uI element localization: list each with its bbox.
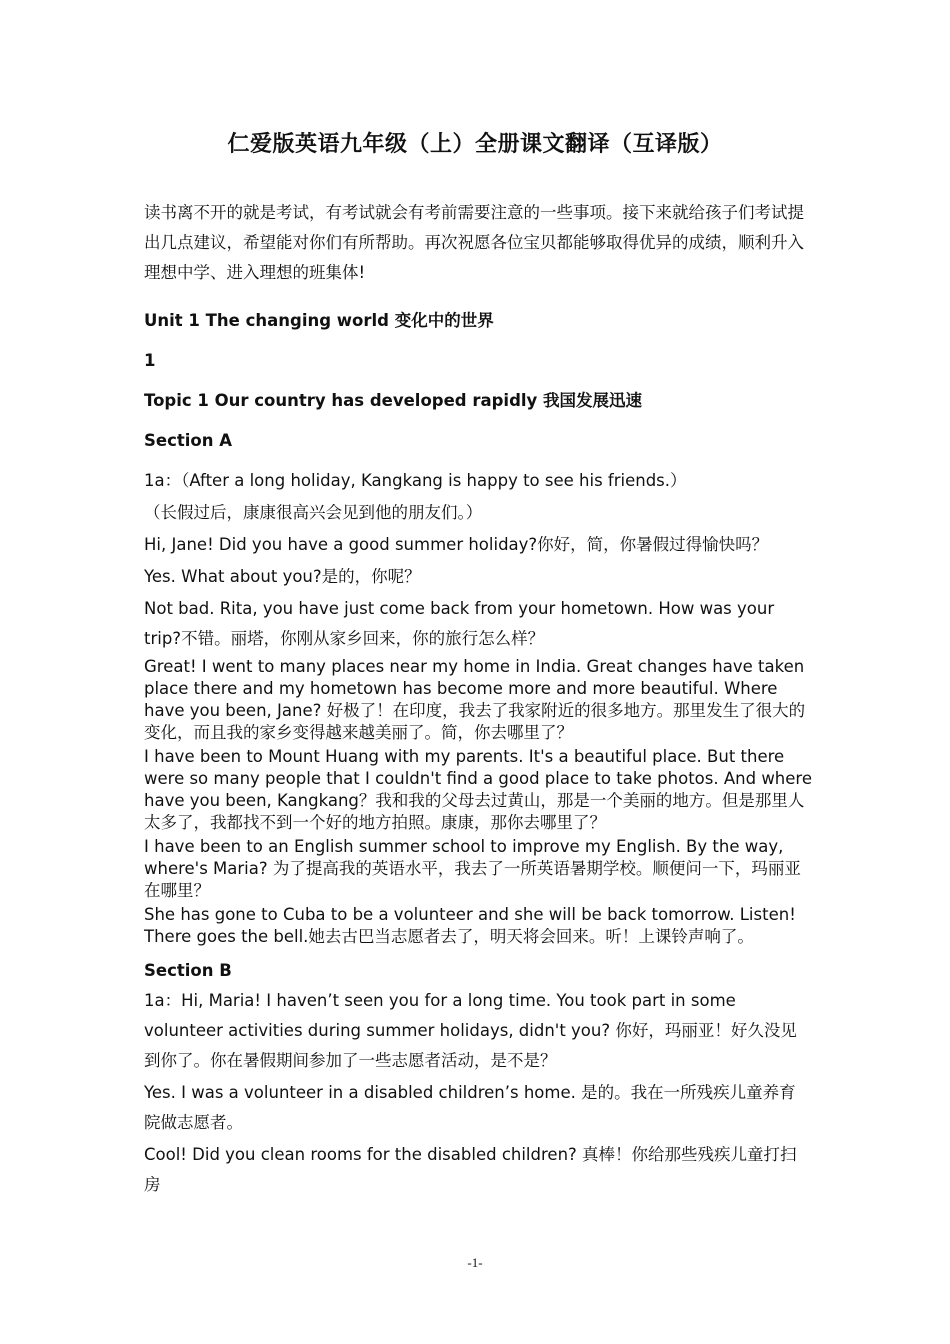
section-a-line: Yes. What about you?是的，你呢？ — [144, 567, 421, 586]
section-a-line: Great! I went to many places near my home in India. Great changes have taken place there and my hometown has become more and more beautiful. Where have you been, Jane? 好极了！在印度，我去了我家附近的很多地方。那里发生了很大的变化，而且我的家乡变得越来越美丽了。简，你去哪里了？ — [144, 657, 806, 742]
section-a-line: Not bad. Rita, you have just come back from your hometown. How was your trip?不错。丽塔，你刚从家乡回来，你的旅行怎么样？ — [144, 599, 775, 648]
topic-heading: Topic 1 Our country has developed rapidly 我国发展迅速 — [144, 391, 643, 410]
section-a-line: 1a：（After a long holiday, Kangkang is happy to see his friends.） — [144, 471, 687, 490]
document-title: 仁爱版英语九年级（上）全册课文翻译（互译版） — [227, 131, 723, 157]
number-line: 1 — [144, 351, 156, 370]
section-b-heading: Section B — [144, 961, 232, 980]
section-b-line: 1a：Hi, Maria! I haven’t seen you for a long time. You took part in some volunteer activities during summer holidays, didn't you? 你好，玛丽亚！好久没见到你了。你在暑假期间参加了一些志愿者活动，是不是？ — [144, 991, 797, 1070]
section-a-line: （长假过后，康康很高兴会见到他的朋友们。） — [144, 503, 483, 522]
unit-heading: Unit 1 The changing world 变化中的世界 — [144, 311, 494, 330]
page-number: -1- — [467, 1255, 483, 1270]
section-b-line: Cool! Did you clean rooms for the disabled children? 真棒！你给那些残疾儿童打扫房 — [144, 1145, 797, 1194]
document-body — [144, 198, 812, 1202]
section-a-line: Hi, Jane! Did you have a good summer holiday?你好，简，你暑假过得愉快吗？ — [144, 535, 769, 554]
section-a-line: I have been to Mount Huang with my parents. It's a beautiful place. But there were so many people that I couldn't find a good place to take photos. And where have you been, Kangkang？我和我的父母去过黄山，那是一个美丽的地方。但是那里人太多了，我都找不到一个好的地方拍照。康康，那你去哪里了？ — [144, 747, 812, 832]
section-a-line: She has gone to Cuba to be a volunteer and she will be back tomorrow. Listen! There goes the bell.她去古巴当志愿者去了，明天将会回来。听！上课铃声响了。 — [144, 905, 796, 946]
section-a-line: I have been to an English summer school to improve my English. By the way, where's Maria? 为了提高我的英语水平，我去了一所英语暑期学校。顺便问一下，玛丽亚在哪里？ — [144, 837, 801, 900]
intro-paragraph: 读书离不开的就是考试，有考试就会有考前需要注意的一些事项。接下来就给孩子们考试提出几点建议，希望能对你们有所帮助。再次祝愿各位宝贝都能够取得优异的成绩，顺利升入理想中学、进入理想的班集体! — [144, 203, 804, 282]
section-a-heading: Section A — [144, 431, 232, 450]
section-b-line: Yes. I was a volunteer in a disabled children’s home. 是的。我在一所残疾儿童养育院做志愿者。 — [144, 1083, 796, 1132]
